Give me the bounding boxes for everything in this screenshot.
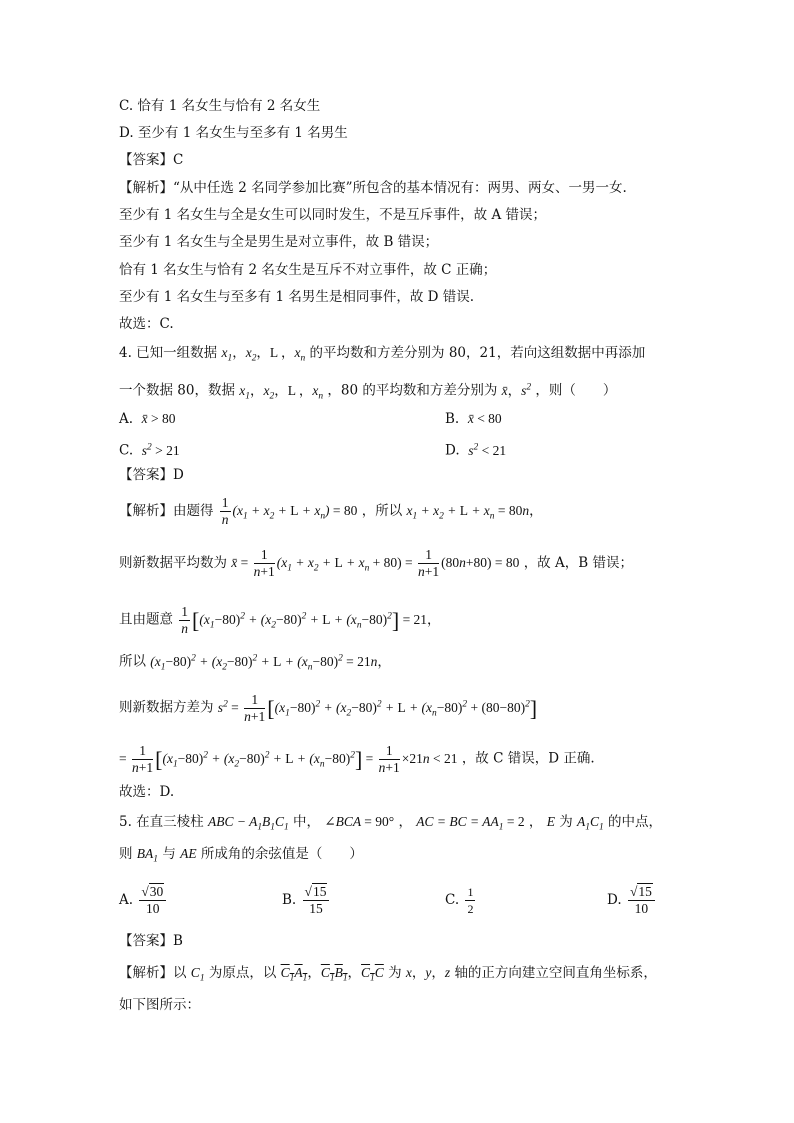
formula: $(x_1-80)^2 + (x_2-80)^2 + L + (x_n-80)^2 = 21n$，: [150, 653, 391, 673]
analysis-q3-line1: 【解析】“从中任选 2 名同学参加比赛”所包含的基本情况有：两男、两女、一男一女.: [119, 180, 627, 196]
choose-q4: 故选：D.: [119, 784, 175, 800]
q4-solution-line4: 所以 $(x_1-80)^2 + (x_2-80)^2 + L + (x_n-80)^2 = 21n$，: [119, 653, 391, 673]
formula: $s^2 > 21$: [141, 442, 180, 458]
q4-solution-line1: 【解析】由题得 $\frac{1}{n}$ $(x_1 + x_2 + L + x_n) = 80$ ，所以 $x_1 + x_2 + L + x_n = 80n$，: [119, 495, 543, 528]
answer-q5: 【答案】B: [119, 933, 183, 949]
q5-solution-line2: 如下图所示：: [119, 997, 200, 1013]
formula: x̄ > 80: [141, 411, 176, 426]
formula: $x_1$，$x_2$，L ，$x_n$: [239, 382, 324, 402]
formula: x，y，z: [405, 965, 451, 980]
q4-option-b: B. x̄ < 80: [445, 411, 502, 427]
formula: $A_1C_1$: [577, 814, 604, 833]
option-c-prev: C. 恰有 1 名女生与恰有 2 名女生: [119, 98, 321, 114]
q5-option-c: C. $\frac{1}{2}$: [445, 880, 477, 920]
formula: E: [546, 814, 555, 829]
option-d-prev: D. 至少有 1 名女生与至多有 1 名男生: [119, 125, 348, 141]
analysis-q3-line4: 恰有 1 名女生与恰有 2 名女生是互斥不对立事件，故 C 正确；: [119, 262, 497, 278]
formula: x̄ < 80: [467, 411, 502, 426]
q5-option-a: A. $\frac{√30}{10}$: [119, 880, 168, 920]
q4-option-a: A. x̄ > 80: [119, 411, 176, 427]
q5-stem-line2: 则 $BA_1$ 与 AE 所成角的余弦值是（ ）: [119, 846, 363, 865]
analysis-q3-line3: 至少有 1 名女生与全是男生是对立事件，故 B 错误；: [119, 234, 439, 250]
formula: $\frac{√15}{15}$: [301, 892, 332, 907]
formula: $s^2 < 21$: [468, 442, 507, 458]
q4-stem-text-e: ，则（ ）: [535, 382, 617, 399]
q5-solution-line1: 【解析】以 $C_1$ 为原点，以 $C_1A_1$，$C_1B_1$，$C_1C$ 为 x，y，z 轴的正方向建立空间直角坐标系，: [119, 965, 657, 984]
formula: = $\frac{1}{n+1}$ $[(x_1-80)^2 + (x_2-80)^2 + L + (x_n-80)^2]$ = $\frac{1}{n+1}$ ×21n < 21: [119, 742, 458, 775]
formula: AE: [180, 846, 197, 861]
q5-stem-line1: 5. 在直三棱柱 ABC − $A_1B_1C_1$ 中， ∠BCA = 90° ， AC = BC = $AA_1 = 2$ ， E 为 $A_1C_1$ 的中点，: [119, 814, 663, 833]
q4-option-c: C. $s^2 > 21$: [119, 442, 180, 459]
q5-option-d: D. $\frac{√15}{10}$: [607, 880, 657, 920]
analysis-q3-line5: 至少有 1 名女生与至多有 1 名男生是相同事件，故 D 错误.: [119, 289, 475, 305]
formula: $\frac{√15}{10}$: [626, 892, 657, 907]
q4-stem-text-c: 一个数据 80，数据: [119, 382, 235, 399]
formula: $BA_1$: [136, 846, 159, 865]
analysis-q3-line2: 至少有 1 名女生与全是女生可以同时发生，不是互斥事件，故 A 错误；: [119, 207, 547, 223]
q4-stem-text-a: 4. 已知一组数据: [119, 345, 218, 361]
answer-q4: 【答案】D: [119, 467, 184, 483]
q4-option-d: D. $s^2 < 21$: [445, 442, 507, 459]
formula: ∠BCA = 90°: [324, 814, 395, 829]
formula: $C_1$: [190, 965, 205, 984]
q4-stem-line1: [119, 343, 645, 369]
formula: $C_1A_1$，$C_1B_1$，$C_1C$: [280, 965, 384, 984]
formula: $\frac{1}{n}$ $[(x_1-80)^2 + (x_2-80)^2 + L + (x_n-80)^2] = 21$，: [181, 603, 441, 636]
choose-q3: 故选：C.: [119, 316, 174, 332]
q4-solution-line6: = $\frac{1}{n+1}$ $[(x_1-80)^2 + (x_2-80)^2 + L + (x_n-80)^2]$ = $\frac{1}{n+1}$ ×21n < 21 ，故 C 错误，D 正确.: [119, 742, 595, 775]
formula: $\frac{1}{2}$: [467, 885, 474, 917]
formula: x̄ = $\frac{1}{n+1}$ $(x_1 + x_2 + L + x_n + 80)$ = $\frac{1}{n+1}$ (80n+80) = 80: [231, 547, 520, 580]
q4-stem-text-d: ，80 的平均数和方差分别为: [327, 382, 498, 399]
formula: $x_1 + x_2 + L + x_n = 80n$，: [406, 503, 543, 522]
formula: $\frac{√30}{10}$: [137, 892, 168, 907]
formula: $s^2$ = $\frac{1}{n+1}$ $[(x_1-80)^2 + (x_2-80)^2 + L + (x_n-80)^2 + (80-80)^2]$: [217, 691, 538, 724]
answer-q3: 【答案】C: [119, 152, 184, 168]
formula: x̄，$s^2$: [501, 382, 532, 398]
q4-stem-line2: [119, 377, 616, 406]
q5-option-b: B. $\frac{√15}{15}$: [282, 880, 331, 920]
q4-solution-line5: 则新数据方差为 $s^2$ = $\frac{1}{n+1}$ $[(x_1-80)^2 + (x_2-80)^2 + L + (x_n-80)^2 + (80-80)^2]$: [119, 691, 538, 724]
q4-stem-text-b: 的平均数和方差分别为 80，21，若向这组数据中再添加: [309, 345, 646, 361]
formula: ABC − $A_1B_1C_1$: [207, 814, 289, 833]
q4-solution-line3: 且由题意 $\frac{1}{n}$ $[(x_1-80)^2 + (x_2-80)^2 + L + (x_n-80)^2] = 21$，: [119, 603, 441, 636]
formula: AC = BC = $AA_1 = 2$: [416, 814, 525, 833]
formula: $\frac{1}{n}$ $(x_1 + x_2 + L + x_n) = 80$: [221, 495, 358, 528]
formula: $x_1$，$x_2$，L ，$x_n$: [221, 345, 306, 364]
q4-solution-line2: 则新数据平均数为 x̄ = $\frac{1}{n+1}$ $(x_1 + x_2 + L + x_n + 80)$ = $\frac{1}{n+1}$ (80n+80) = 80 ，故 A，B 错误；: [119, 547, 633, 580]
